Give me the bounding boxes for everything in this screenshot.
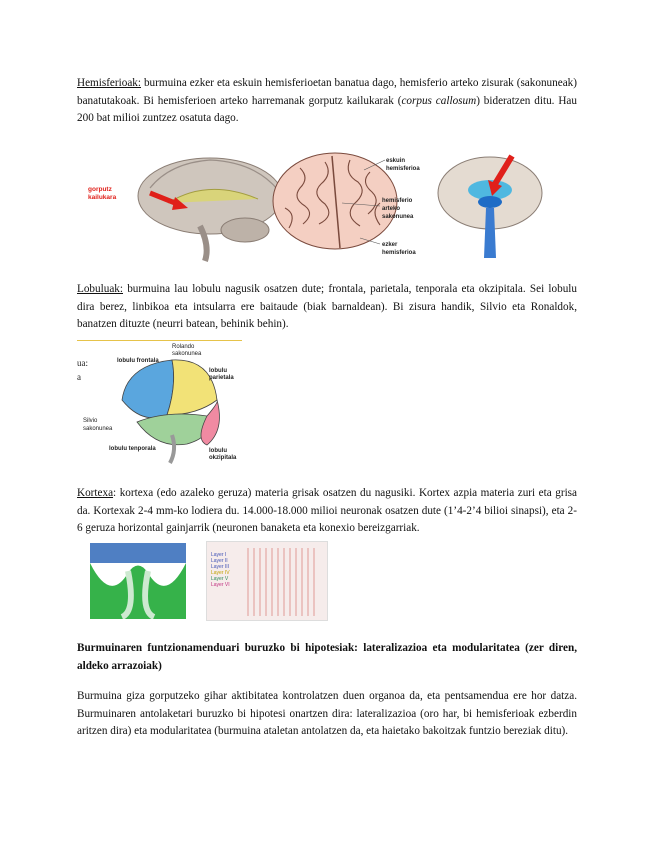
hemisferioak-term: Hemisferioak: bbox=[77, 77, 141, 89]
closing-paragraph: Burmuina giza gorputzeko gihar aktibitatea kontrolatzen duen organoa da, eta pentsamendua ere hor datza. Burmuinaren antolaketari buruzko bi hipotesi onartzen dira: lateralizazioa (oro har, bi hemisferioak ezberdin aritzen dira) eta modularitatea (burmuina ataletan antolatzen da, eta haietako bakoitzak funtzio bereziak ditu). bbox=[77, 690, 577, 737]
layer-5: Layer V bbox=[211, 576, 229, 582]
lobes-brain-image bbox=[77, 340, 247, 465]
layers-image bbox=[206, 541, 328, 621]
label-ezker: ezker bbox=[382, 242, 398, 248]
cortex-section-image bbox=[88, 541, 188, 619]
lobuluak-term: Lobuluak: bbox=[77, 283, 123, 295]
label-hemisferioa-left: hemisferioa bbox=[382, 250, 416, 256]
hemisferioak-paragraph bbox=[77, 75, 577, 128]
fragment-text: ua: bbox=[77, 358, 88, 368]
label-arteko: arteko bbox=[382, 206, 401, 212]
hemisferioak-text-b: ) bideratzen ditu. Hau 200 bat milioi zuntzez osatuta dago. bbox=[77, 94, 577, 124]
label-okzipitala: okzipitala bbox=[209, 455, 237, 461]
cortex-figure bbox=[88, 541, 338, 621]
lobuluak-text: burmuina lau lobulu nagusik osatzen dute; frontala, parietala, tenporala eta okzipitala. Sei lobulu dira berez, linbikoa eta intsularra ere baitaude (biak barnaldean). Bi zisura handik, Silvio eta Ronaldok, banatzen dituzte (neurri batean, behinik behin). bbox=[77, 283, 577, 330]
label-frontal: lobulu frontala bbox=[117, 358, 159, 364]
kortexa-paragraph bbox=[77, 485, 577, 538]
label-temporal: lobulu tenporala bbox=[109, 446, 156, 452]
hemispheres-figure bbox=[80, 148, 560, 263]
fragment-text-2: a bbox=[77, 372, 81, 382]
layer-3: Layer III bbox=[211, 564, 230, 570]
lobuluak-paragraph bbox=[77, 281, 577, 334]
layer-6: Layer VI bbox=[211, 582, 230, 588]
sagittal-brain-image bbox=[80, 148, 550, 263]
label-sakonunea: sakonunea bbox=[382, 214, 414, 220]
corpus-callosum-term: corpus callosum bbox=[401, 94, 477, 107]
hypotheses-heading: Burmuinaren funtzionamenduari buruzko bi hipotesiak: lateralizazioa eta modularitatea (zer diren, aldeko arrazoiak) bbox=[77, 642, 577, 672]
label-silvio-sakonunea: sakonunea bbox=[83, 426, 113, 432]
kortexa-text: : kortexa (edo azaleko geruza) materia grisak osatzen du nagusiki. Kortex azpia materia zuri eta grisa da. Kortexak 2-4 mm-ko lodiera du. 14.000-18.000 milioi neuronak osatzen dute (1’4-2’4 bilioi sinapsi), eta 2-6 geruza horizontal gainjarrik (neuronen banaketa eta konexio bereizgarriak. bbox=[77, 487, 577, 534]
layer-1: Layer I bbox=[211, 552, 227, 558]
hemisferioak-text-a: burmuina ezker eta eskuin hemisferioetan banatua dago, hemisferio arteko zisurak (sakonuneak) banatutakoak. Bi hemisferioen arteko harremanak gorputz kailukarak ( bbox=[77, 77, 577, 107]
label-hemisferio: hemisferio bbox=[382, 198, 413, 204]
label-parietal: lobulu bbox=[209, 368, 227, 374]
label-rolando-sakonunea: sakonunea bbox=[172, 351, 202, 357]
kortexa-term: Kortexa bbox=[77, 487, 114, 499]
label-parietala: parietala bbox=[209, 375, 234, 381]
label-silvio: Silvio bbox=[83, 418, 98, 424]
layer-4: Layer IV bbox=[211, 570, 230, 576]
layer-2: Layer II bbox=[211, 558, 228, 564]
lobes-figure bbox=[77, 340, 247, 465]
callout-kailukara: kailukara bbox=[88, 194, 117, 201]
label-rolando: Rolando bbox=[172, 344, 195, 350]
label-occipital: lobulu bbox=[209, 448, 227, 454]
label-eskuin: eskuin bbox=[386, 158, 406, 164]
label-hemisferioa-right: hemisferioa bbox=[386, 166, 420, 172]
callout-gorputz: gorputz bbox=[88, 186, 112, 193]
